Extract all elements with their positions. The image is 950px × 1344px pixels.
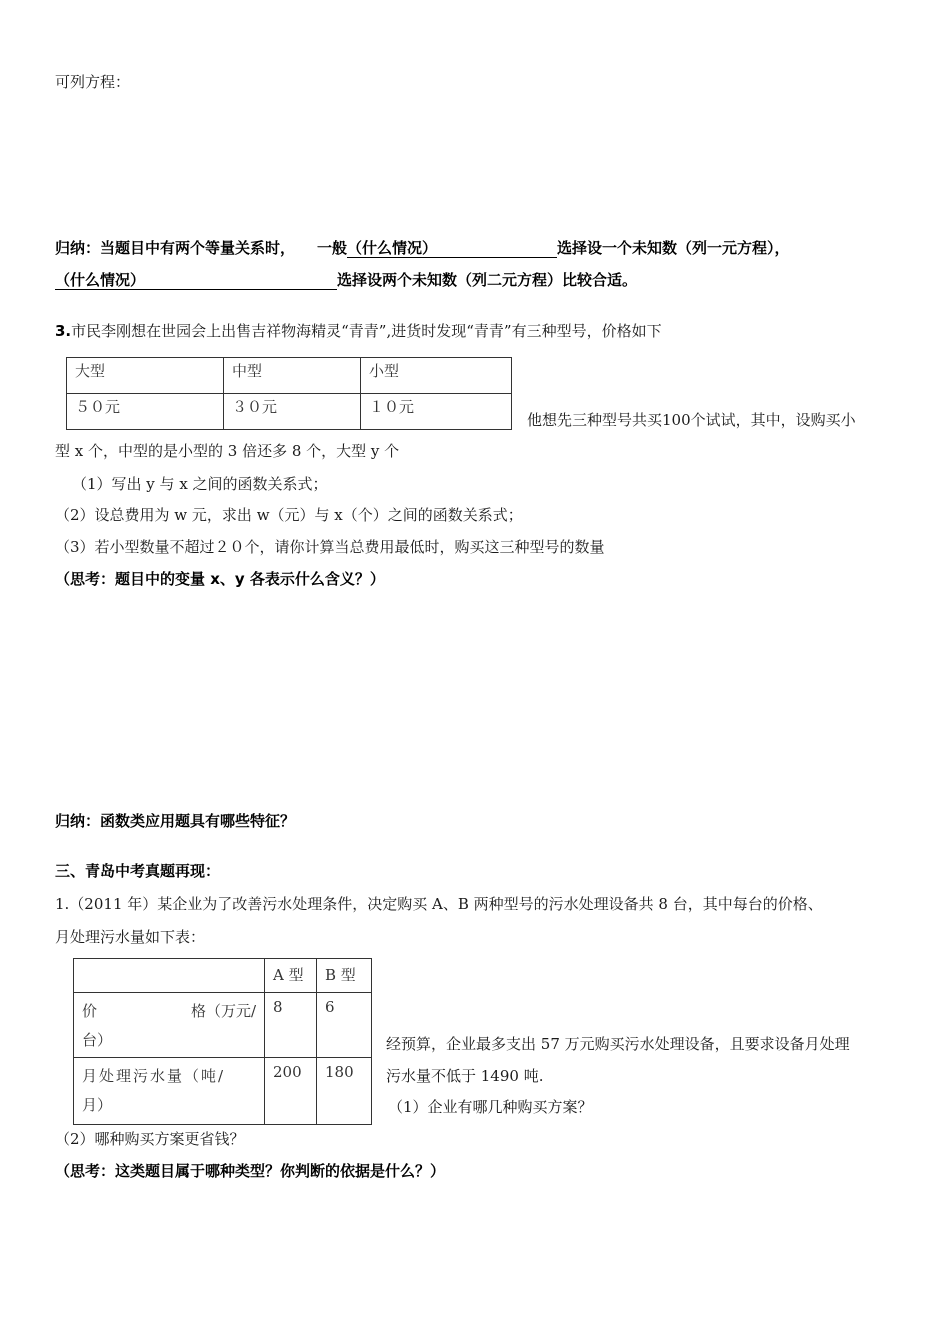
- table-cell: ３０元: [224, 394, 361, 430]
- table-cell: 6: [317, 993, 372, 1058]
- table-cell: 小型: [361, 358, 512, 394]
- table-cell: [74, 959, 265, 993]
- question-2: （2）设总费用为 w 元，求出 w（元）与 x（个）之间的函数关系式；: [55, 506, 523, 524]
- table-row: [74, 1058, 372, 1125]
- table-cell: ５０元: [67, 394, 224, 430]
- price-table: [66, 357, 512, 430]
- question-3: （3）若小型数量不超过２０个，请你计算当总费用最低时，购买这三种型号的数量: [55, 538, 605, 556]
- table-cell: 200: [265, 1058, 317, 1125]
- table-cell: B 型: [317, 959, 372, 993]
- question-2: （2）哪种购买方案更省钱？: [55, 1130, 245, 1148]
- table-cell: 价 格（万元/ 台）: [74, 993, 265, 1058]
- question-1: （1）写出 y 与 x 之间的函数关系式；: [72, 475, 328, 493]
- equation-prompt: 可列方程：: [55, 73, 131, 91]
- table-row: [74, 959, 372, 993]
- summary-text: 选择设一个未知数（列一元方程），: [557, 239, 790, 257]
- problem1-text: 经预算，企业最多支出 57 万元购买污水处理设备，且要求设备月处理: [386, 1035, 850, 1053]
- table-cell: 大型: [67, 358, 224, 394]
- table-cell: A 型: [265, 959, 317, 993]
- think-prompt: （思考：题目中的变量 x、y 各表示什么含义？）: [55, 570, 385, 588]
- table-row: [74, 993, 372, 1058]
- fill-blank-2: （什么情况）: [55, 270, 337, 290]
- summary-line-1: [55, 238, 790, 258]
- table-cell: 中型: [224, 358, 361, 394]
- problem3-intro: 3.市民李刚想在世园会上出售吉祥物海精灵“青青”,进货时发现“青青”有三种型号，价格如下: [55, 322, 662, 340]
- table-cell: 8: [265, 993, 317, 1058]
- summary-text: 归纳：当题目中有两个等量关系时，: [55, 239, 296, 257]
- summary-text: 一般: [317, 239, 348, 257]
- problem3-text: 他想先三种型号共买100个试试，其中，设购买小: [527, 411, 856, 429]
- summary-line-2: [55, 270, 637, 290]
- table-cell: １０元: [361, 394, 512, 430]
- table-row: [67, 358, 512, 394]
- table-cell: 180: [317, 1058, 372, 1125]
- summary-text: 选择设两个未知数（列二元方程）比较合适。: [337, 271, 638, 289]
- table-cell: 月处理污水量（吨/ 月）: [74, 1058, 265, 1125]
- section-title: 三、青岛中考真题再现：: [55, 862, 221, 880]
- problem3-text: 型 x 个，中型的是小型的 3 倍还多 8 个，大型 y 个: [55, 442, 400, 460]
- problem1-text: 1.（2011 年）某企业为了改善污水处理条件，决定购买 A、B 两种型号的污水处理设备共 8 台，其中每台的价格、: [55, 895, 823, 913]
- problem1-text: 月处理污水量如下表：: [55, 928, 206, 946]
- question-1: （1）企业有哪几种购买方案？: [388, 1098, 593, 1116]
- problem1-text: 污水量不低于 1490 吨.: [386, 1067, 544, 1085]
- think-prompt: （思考：这类题目属于哪种类型？你判断的依据是什么？）: [55, 1162, 446, 1180]
- table-row: [67, 394, 512, 430]
- summary-heading: 归纳：函数类应用题具有哪些特征？: [55, 812, 296, 830]
- fill-blank-1: （什么情况）: [347, 238, 557, 258]
- equipment-table: [73, 958, 372, 1125]
